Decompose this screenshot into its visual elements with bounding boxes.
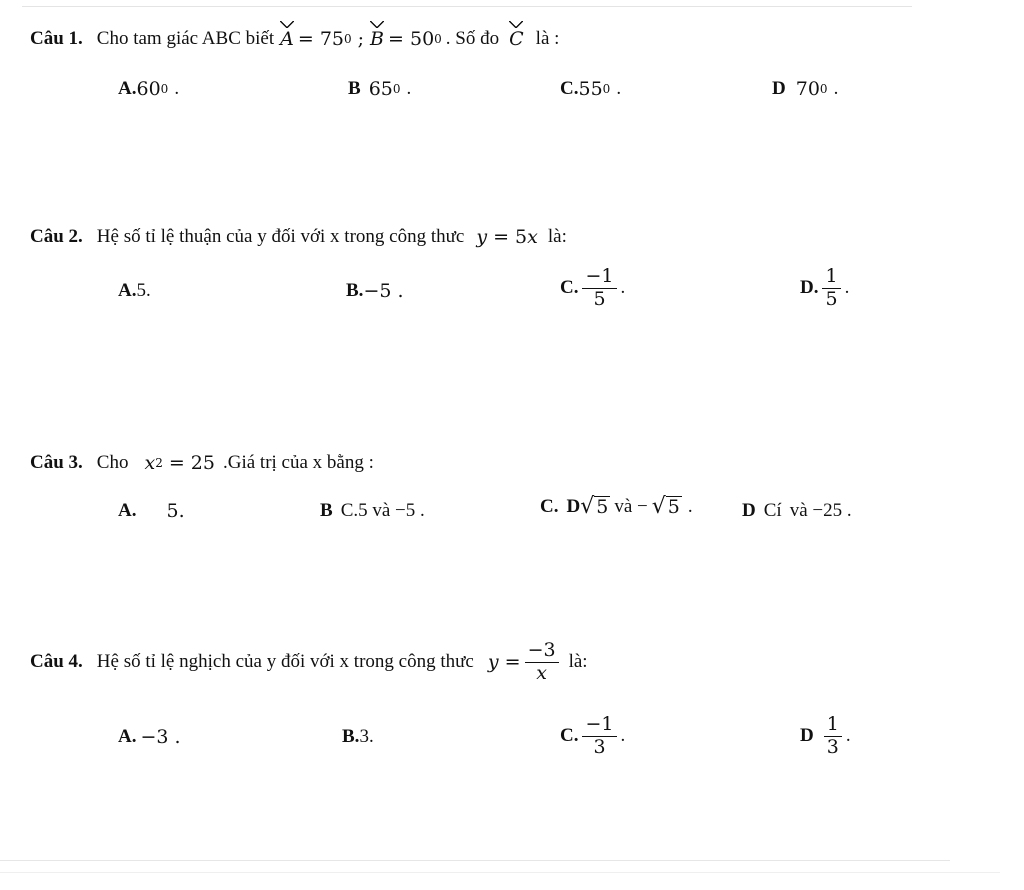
- option-label: D: [800, 725, 814, 747]
- option-label: B: [348, 78, 361, 99]
- radicand: 5: [667, 496, 680, 519]
- question-2-text: Hệ số tỉ lệ thuận của y đối với x trong công thưc: [96, 226, 465, 247]
- option-value: 3.: [359, 726, 374, 747]
- bottom-divider-2: [0, 872, 1000, 873]
- question-3-text: Cho: [96, 452, 129, 473]
- option-tail: .: [833, 78, 839, 99]
- option-value: −3 .: [140, 726, 181, 748]
- option-label: A.: [118, 726, 137, 747]
- q4-option-c[interactable]: [560, 714, 625, 759]
- option-degree: 0: [602, 82, 611, 96]
- q4-option-b[interactable]: [342, 726, 374, 748]
- fraction: [824, 714, 842, 759]
- option-tail: .: [174, 78, 180, 99]
- sqrt: √ 5: [651, 494, 680, 519]
- option-label: C.: [560, 277, 579, 299]
- option-tail: .: [620, 725, 626, 747]
- formula-x: x: [527, 226, 538, 248]
- q1-option-c[interactable]: [560, 78, 621, 100]
- angle-b-value: = 50: [388, 28, 435, 50]
- option-tail: .: [616, 78, 622, 99]
- option-value: −5 .: [363, 280, 404, 302]
- angle-b-degree: 0: [434, 32, 442, 46]
- fraction-denominator: x: [536, 661, 547, 684]
- angle-a-degree: 0: [344, 32, 352, 46]
- option-label: B: [320, 500, 333, 521]
- q2-option-a[interactable]: [118, 280, 151, 302]
- formula-fraction: [525, 640, 559, 685]
- bottom-divider: [0, 860, 950, 861]
- option-prefix: Cí: [763, 500, 782, 521]
- option-tail: .: [845, 725, 851, 747]
- q1-option-d[interactable]: [772, 78, 838, 100]
- option-mid: và −: [614, 496, 648, 517]
- q3-option-b[interactable]: [320, 500, 425, 522]
- q3-option-d[interactable]: [742, 500, 852, 522]
- q1-option-a[interactable]: [118, 78, 179, 100]
- option-label: B.: [346, 280, 364, 301]
- q4-option-d[interactable]: [800, 714, 851, 759]
- question-1-text: Cho tam giác ABC biết: [96, 28, 275, 49]
- angle-a: A: [280, 28, 294, 50]
- question-3-stem: [30, 452, 374, 474]
- question-3-number: Câu 3.: [30, 452, 83, 473]
- question-2-number: Câu 2.: [30, 226, 83, 247]
- fraction: [822, 266, 840, 311]
- option-degree: 0: [392, 82, 401, 96]
- q4-option-a[interactable]: [118, 726, 181, 748]
- q3-option-a[interactable]: [118, 500, 185, 522]
- question-1-post: là :: [535, 28, 560, 49]
- fraction-denominator: 3: [593, 735, 606, 758]
- fraction: [582, 714, 616, 759]
- option-degree: 0: [819, 82, 828, 96]
- option-label: C.: [540, 496, 559, 517]
- option-value: 65: [368, 78, 393, 100]
- option-label: C.: [560, 78, 579, 99]
- fraction-numerator: −3: [525, 640, 559, 663]
- question-1-stem: [30, 28, 559, 50]
- q2-option-c[interactable]: [560, 266, 625, 311]
- equation-x: x: [144, 452, 156, 474]
- formula-y: y =: [487, 651, 521, 674]
- question-2-stem: [30, 226, 567, 248]
- question-3-post: .Giá trị của x bằng :: [222, 452, 374, 473]
- option-label: D.: [800, 277, 819, 299]
- top-divider: [22, 6, 912, 7]
- fraction-denominator: 5: [825, 287, 838, 310]
- sqrt: √ 5: [580, 494, 609, 519]
- fraction-numerator: −1: [582, 714, 616, 737]
- angle-b: B: [370, 28, 385, 50]
- q3-option-c[interactable]: [540, 496, 693, 518]
- option-value: C.5 và −5 .: [340, 500, 425, 521]
- formula-eq: = 5: [493, 226, 528, 248]
- question-4-post: là:: [568, 651, 588, 673]
- question-4-stem: [30, 640, 588, 685]
- angle-c: C: [509, 28, 524, 50]
- option-value: 70: [795, 78, 820, 100]
- option-label: C.: [560, 725, 579, 747]
- option-tail: .: [406, 78, 412, 99]
- equation-exponent: 2: [155, 456, 163, 470]
- radicand: 5: [596, 496, 609, 519]
- q1-option-b[interactable]: [348, 78, 411, 100]
- option-label: A.: [118, 78, 137, 99]
- equation-value: = 25: [168, 452, 215, 474]
- question-1-mid: . Số đo: [445, 28, 500, 49]
- question-4-number: Câu 4.: [30, 651, 83, 673]
- option-prefix: D: [566, 496, 581, 517]
- option-label: A.: [118, 500, 137, 521]
- fraction-numerator: 1: [822, 266, 840, 289]
- q2-option-b[interactable]: [346, 280, 404, 302]
- option-tail: .: [687, 496, 693, 517]
- question-4-text: Hệ số tỉ lệ nghịch của y đối với x trong công thưc: [96, 651, 474, 673]
- fraction: [582, 266, 616, 311]
- option-label: A.: [118, 280, 137, 301]
- option-label: B.: [342, 726, 360, 747]
- option-label: D: [742, 500, 756, 521]
- option-value: 60: [136, 78, 161, 100]
- option-tail: .: [620, 277, 626, 299]
- fraction-numerator: −1: [582, 266, 616, 289]
- option-tail: .: [844, 277, 850, 299]
- option-value: 5.: [136, 280, 151, 301]
- option-label: D: [772, 78, 786, 99]
- question-2-post: là:: [547, 226, 567, 247]
- question-1-number: Câu 1.: [30, 28, 83, 49]
- fraction-numerator: 1: [824, 714, 842, 737]
- fraction-denominator: 3: [826, 735, 839, 758]
- angle-a-value: = 75: [297, 28, 344, 50]
- option-value: và −25 .: [789, 500, 852, 521]
- option-value: 5.: [166, 500, 185, 522]
- option-value: 55: [578, 78, 603, 100]
- formula-y: y: [476, 226, 488, 248]
- fraction-denominator: 5: [593, 287, 606, 310]
- angle-separator: ;: [357, 28, 365, 50]
- option-degree: 0: [160, 82, 169, 96]
- q2-option-d[interactable]: [800, 266, 849, 311]
